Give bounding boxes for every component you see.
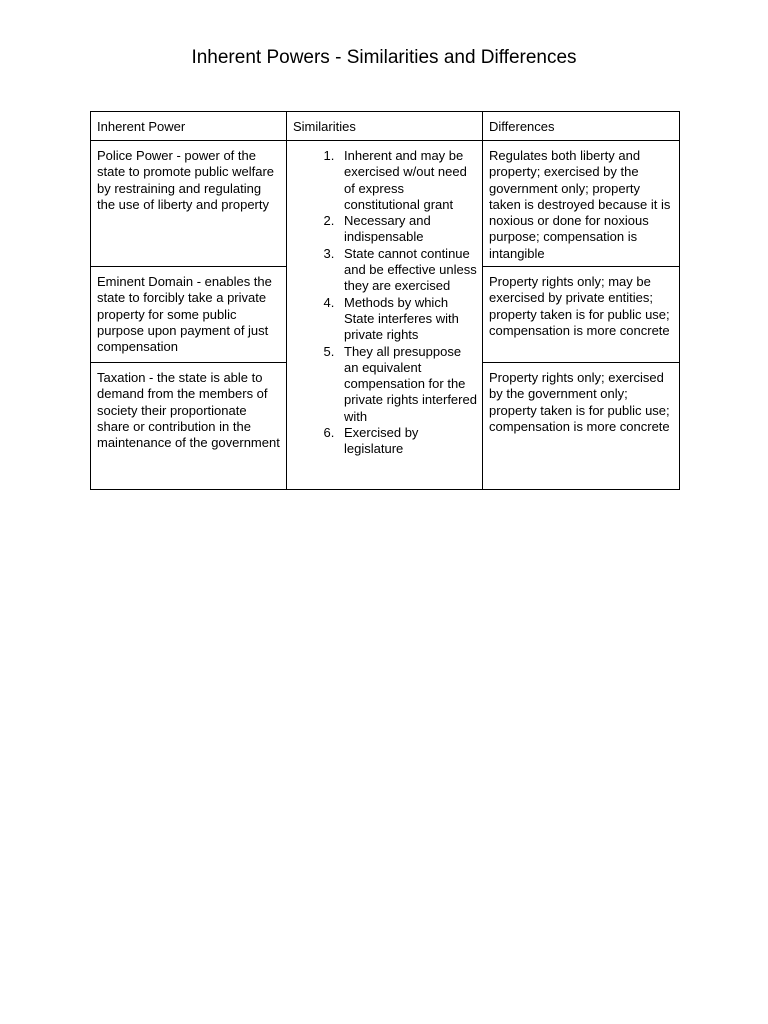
similarity-item: 5. They all presuppose an equivalent compensation for the private rights interfered with	[338, 344, 477, 425]
police-power-differences: Regulates both liberty and property; exercised by the government only; property taken is destroyed because it is noxious or done for noxious purpose; compensation is intangible	[483, 141, 680, 267]
table-header-row	[91, 112, 680, 141]
table-row-police-power	[91, 141, 680, 267]
header-differences: Differences	[483, 112, 680, 141]
similarity-item: 2. Necessary and indispensable	[338, 213, 477, 246]
eminent-domain-differences: Property rights only; may be exercised by private entities; property taken is for public use; compensation is more concrete	[483, 267, 680, 363]
taxation-description: Taxation - the state is able to demand from the members of society their proportionate share or contribution in the maintenance of the government	[91, 363, 287, 490]
similarities-list	[293, 148, 477, 458]
header-similarities: Similarities	[287, 112, 483, 141]
similarity-item: 4. Methods by which State interferes with private rights	[338, 295, 477, 344]
page-title: Inherent Powers - Similarities and Differences	[191, 47, 577, 68]
inherent-powers-table	[90, 111, 680, 490]
taxation-differences: Property rights only; exercised by the government only; property taken is for public use; compensation is more concrete	[483, 363, 680, 490]
similarity-item: 3. State cannot continue and be effective unless they are exercised	[338, 246, 477, 295]
eminent-domain-description: Eminent Domain - enables the state to forcibly take a private property for some public purpose upon payment of just compensation	[91, 267, 287, 363]
similarity-item: 1. Inherent and may be exercised w/out need of express constitutional grant	[338, 148, 477, 213]
police-power-description: Police Power - power of the state to promote public welfare by restraining and regulating the use of liberty and property	[91, 141, 287, 267]
similarity-item: 6. Exercised by legislature	[338, 425, 477, 458]
header-inherent-power: Inherent Power	[91, 112, 287, 141]
similarities-cell	[287, 141, 483, 490]
